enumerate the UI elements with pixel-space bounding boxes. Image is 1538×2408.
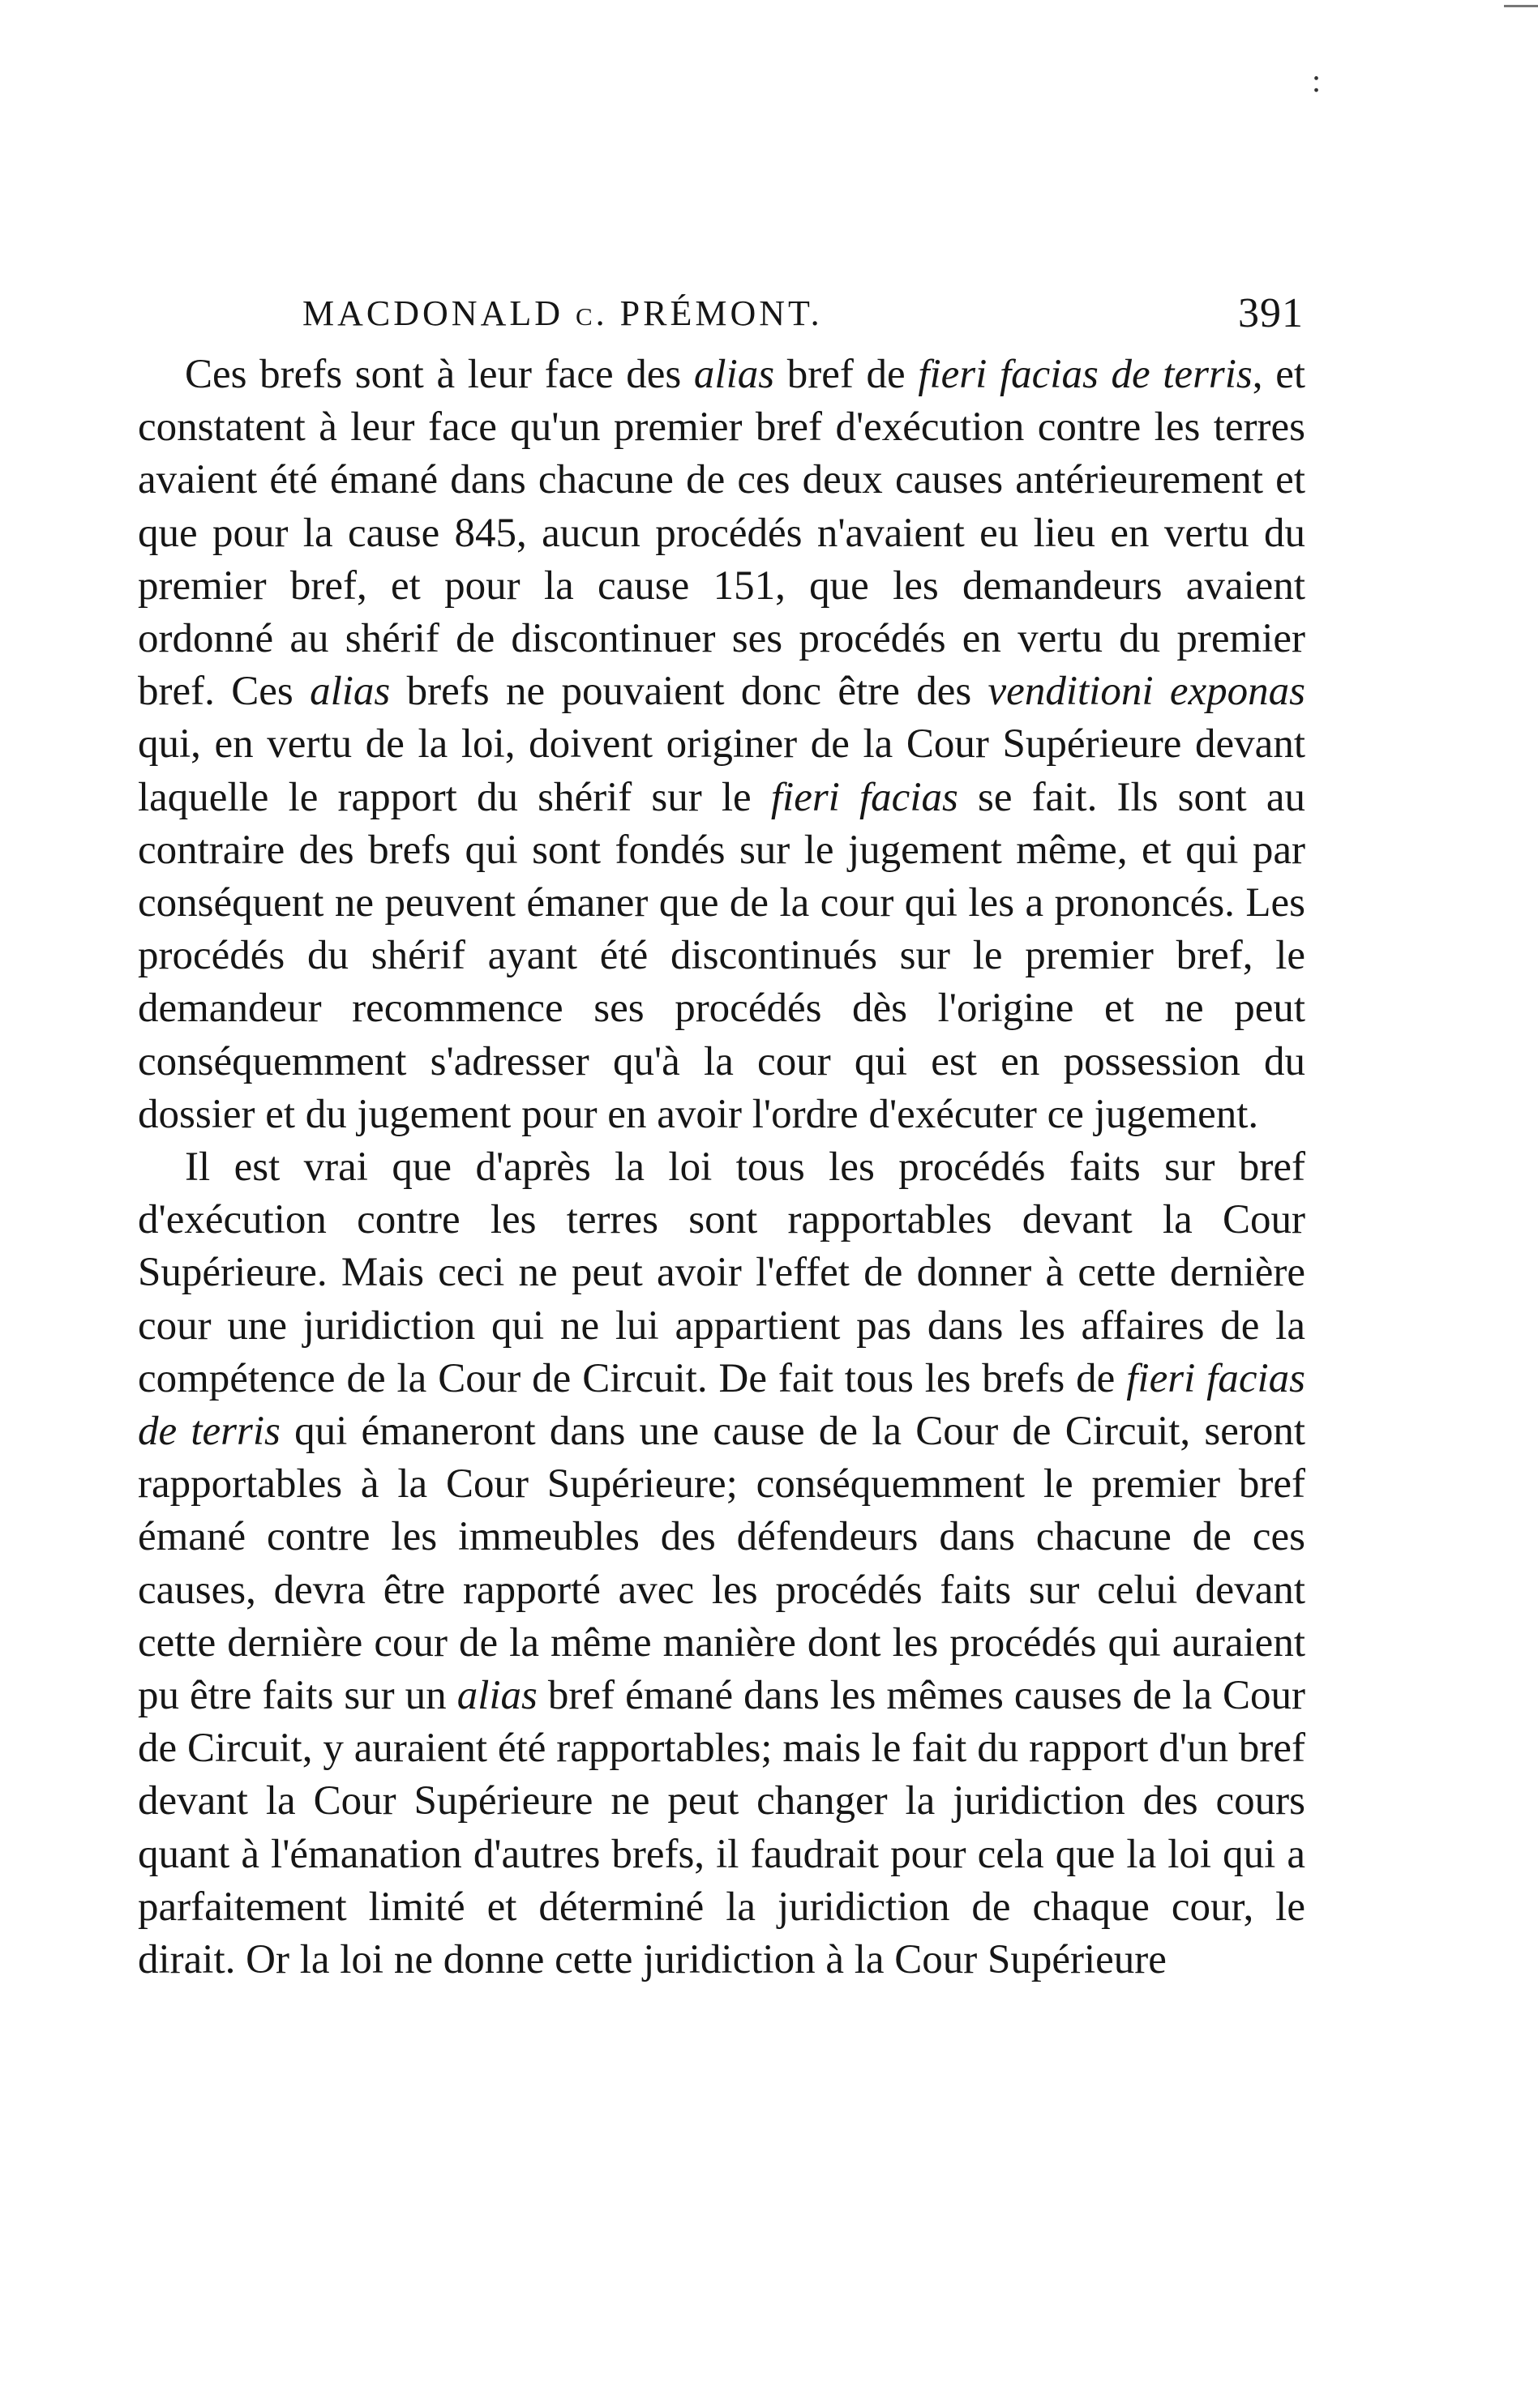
- body-text: [138, 349, 1305, 1987]
- text-segment: se fait. Ils sont au contraire des brefs qui sont fondés sur le jugement même, et qui par conséquent ne peuvent émaner que de la cour qui les a prononcés. Les procédés du shérif ayant été discontinués sur le premier bref, le demandeur recommence ses procédés dès l'origine et ne peut conséquemment s'adresser qu'à la cour qui est en possession du dossier et du jugement pour en avoir l'ordre d'exécuter ce jugement.: [138, 774, 1305, 1137]
- text-segment: Ces brefs sont à leur face des: [185, 352, 694, 397]
- italic-term: fieri facias de terris: [918, 352, 1253, 397]
- italic-term: fieri facias: [770, 774, 958, 820]
- italic-term: alias: [693, 352, 775, 397]
- italic-term: alias: [310, 669, 391, 715]
- stray-ink-mark: :: [1312, 62, 1322, 99]
- text-segment: qui émaneront dans une cause de la Cour de Circuit, seront rapportables à la Cour Supérieure; conséquemment le premier bref émané contre les immeubles des défendeurs dans chacune de ces causes, devra être rapporté avec les procédés faits sur celui devant cette dernière cour de la même manière dont les procédés qui auraient pu être faits sur un: [138, 1409, 1305, 1719]
- running-header: [266, 285, 1304, 342]
- italic-term: alias: [456, 1673, 538, 1719]
- page-number: 391: [1238, 290, 1304, 336]
- text-segment: qui, en vertu de la loi, doivent originer de la Cour Supérieure devant laquelle le rapport du shérif sur le: [138, 721, 1305, 820]
- italic-term: fieri facias de terris: [138, 1355, 1305, 1455]
- text-segment: bref de: [774, 352, 919, 397]
- running-title: MACDONALD c. PRÉMONT.: [302, 293, 823, 333]
- text-segment: brefs ne pouvaient donc être des: [390, 669, 988, 715]
- text-segment: bref émané dans les mêmes causes de la Cour de Circuit, y auraient été rapportables; mais le fait du rapport d'un bref devant la Cour Supérieure ne peut changer la juridiction des cours quant à l'émanation d'autres brefs, il faudrait pour cela que la loi qui a parfaitement limité et déterminé la juridiction de chaque cour, le dirait. Or la loi ne donne cette juridiction à la Cour Supérieure: [138, 1673, 1305, 1983]
- text-segment: , et constatent à leur face qu'un premier bref d'exécution contre les terres avaient été émané dans chacune de ces deux causes antérieurement et que pour la cause 845, aucun procédés n'avaient eu lieu en vertu du premier bref, et pour la cause 151, que les demandeurs avaient ordonné au shérif de discontinuer ses procédés en vertu du premier bref. Ces: [138, 352, 1305, 715]
- scan-edge-mark: [1504, 0, 1538, 7]
- paragraph-2: [138, 1141, 1305, 1987]
- text-segment: Il est vrai que d'après la loi tous les procédés faits sur bref d'exécution contre les terres sont rapportables devant la Cour Supérieure. Mais ceci ne peut avoir l'effet de donner à cette dernière cour une juridiction qui ne lui appartient pas dans les affaires de la compétence de la Cour de Circuit. De fait tous les brefs de: [138, 1144, 1305, 1401]
- paragraph-1: [138, 349, 1305, 1141]
- italic-term: venditioni exponas: [987, 669, 1305, 715]
